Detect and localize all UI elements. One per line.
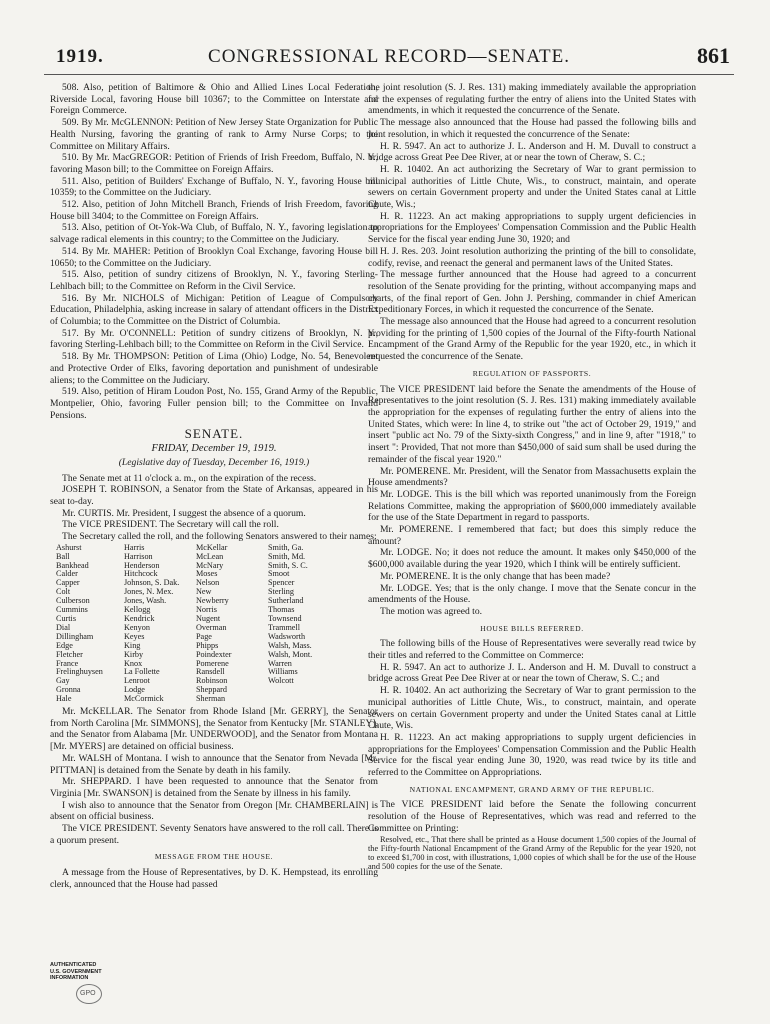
senator-name: Gronna [56,685,81,695]
senator-name: Smith, S. C. [268,560,308,570]
senator-name: Warren [268,658,292,668]
proceedings-paragraph: The Secretary called the roll, and the following Senators answered to their names: [62,531,377,543]
senator-name: Smith, Md. [268,551,306,561]
senator-name: Colt [56,587,71,597]
petition-paragraph: 517. By Mr. O'CONNELL: Petition of sundry citizens of Brooklyn, N. Y., favoring Sterling-Lehlbach bill; to the Committee on Reform in the Civil Service. [50,327,378,351]
header-page-number: 861 [697,43,730,68]
senator-name: Dillingham [56,631,94,641]
proceedings-paragraph: Mr. POMERENE. Mr. President, will the Senator from Massachusetts explain the House amendments? [368,465,696,489]
resolution-text: Resolved, etc., That there shall be printed as a House document 1,500 copies of the Journal of the Fifty-fourth National Encampment of the Grand Army of the Republic for the year 1920, not to exceed $1,700 in cost, with illustrations, 1,000 copies of which shall be for the use of the House and 500 copies for the use of the Senate. [368,834,696,872]
proceedings-paragraph: The message also announced that the House had agreed to a concurrent resolution providing for the printing of 1,500 copies of the Journal of the Fifty-fourth National Encampment of the Grand Army of the Republic for the year 1920, etc., in which it requested the concurrence of the Senate. [368,316,696,363]
proceedings-paragraph: Mr. POMERENE. It is the only change that has been made? [380,570,611,582]
senator-name: Ransdell [196,667,225,677]
proceedings-paragraph: Mr. CURTIS. Mr. President, I suggest the absence of a quorum. [62,507,306,519]
senator-name: Walsh, Mass. [268,640,312,650]
senator-name: Lenroot [124,676,150,686]
proceedings-paragraph: The motion was agreed to. [380,605,483,617]
passports-heading: REGULATION OF PASSPORTS. [472,368,592,378]
senator-name: Wadsworth [268,631,306,641]
senator-name: Walsh, Mont. [268,649,313,659]
senator-name: Kenyon [124,622,150,632]
session-dateline: FRIDAY, December 19, 1919. [151,443,277,455]
right-column [368,82,696,872]
senator-name: Thomas [268,605,295,615]
seal-line: U.S. GOVERNMENT [50,968,102,975]
petition-paragraph: 512. Also, petition of John Mitchell Branch, Friends of Irish Freedom, favoring House bill 3404; to the Committee on Foreign Affairs. [50,199,378,222]
proceedings-paragraph: Mr. McKELLAR. The Senator from Rhode Island [Mr. GERRY], the Senator from North Carolina [Mr. SIMMONS], the Senator from Kentucky [Mr. STANLEY], and the Senator from Alabama [Mr. UNDERWOOD], and the Senator from Montana [Mr. MYERS] are detained on official business. [50,706,378,753]
senator-name: Lodge [124,685,145,695]
left-column [50,82,378,891]
senator-name: McCormick [124,694,164,704]
petition-paragraph: 509. By Mr. McGLENNON: Petition of New Jersey State Organization for Public Health Nursing, favoring the granting of rank to Army Nurse Corps; to the Committee on Military Affairs. [50,117,378,152]
senator-name: Harrison [124,551,153,561]
senator-name: Ball [56,551,70,561]
senator-name: Wolcott [268,676,294,686]
senator-name: McNary [196,560,224,570]
senator-name: Harris [124,542,145,552]
senator-name: Sutherland [268,596,304,606]
proceedings-paragraph: The VICE PRESIDENT laid before the Senate the following concurrent resolution of the House of Representatives, which was read and referred to the Committee on Printing: [368,799,696,834]
senator-name: Capper [56,578,80,588]
senator-name: Trammell [268,622,300,632]
proceedings-paragraph: Mr. LODGE. No; it does not reduce the amount. It makes only $450,000 of the $600,000 available during the year 1920, which I think will be entirely sufficient. [368,547,696,571]
seal-line: AUTHENTICATED [50,962,97,968]
senator-name: Smoot [268,569,290,579]
proceedings-paragraph: The Senate met at 11 o'clock a. m., on the expiration of the recess. [62,472,317,484]
senator-name: Cummins [56,605,88,615]
senator-name: Smith, Ga. [268,542,304,552]
senator-name: Culberson [56,596,90,606]
proceedings-paragraph: The message also announced that the House had passed the following bills and joint resolution, in which it requested the concurrence of the Senate: [368,117,696,140]
proceedings-paragraph: H. J. Res. 203. Joint resolution authorizing the printing of the bill to consolidate, codify, revise, and reenact the general and permanent laws of the United States. [368,245,696,269]
senator-name: New [196,587,212,597]
senator-name: Frelinghuysen [56,667,103,677]
legislative-day: (Legislative day of Tuesday, December 16, 1919.) [118,456,310,468]
proceedings-paragraph: Mr. LODGE. This is the bill which was reported unanimously from the Foreign Relations Committee, making the appropriation of $600,000 immediately available for the use of the State Department in regard to passports. [368,488,696,524]
petition-paragraph: 519. Also, petition of Hiram Loudon Post, No. 155, Grand Army of the Republic, Montpelier, Ohio, favoring Fuller pension bill; to the Committee on Invalid Pensions. [50,386,378,421]
senator-name: Sherman [196,694,226,704]
proceedings-paragraph: H. R. 11223. An act making appropriations to supply urgent deficiencies in appropriations for the Employees' Compensation Commission and the Public Health Service for the fiscal year ending June 30, 1920; and [368,210,696,246]
senator-name: Pomerene [196,658,229,668]
petition-paragraph: 511. Also, petition of Builders' Exchange of Buffalo, N. Y., favoring House bill 10359; to the Committee on the Judiciary. [50,175,378,199]
senator-name: Jones, Wash. [124,596,167,606]
proceedings-paragraph: The message further announced that the House had agreed to a concurrent resolution of the Senate providing for the printing, without accompanying maps and charts, of the final report of Gen. John J. Pershing, commander in chief American Expeditionary Forces, in which it requested the concurrence of the Senate. [368,269,696,316]
senator-name: Fletcher [56,649,83,659]
seal-line: INFORMATION [50,975,89,981]
senator-name: Bankhead [56,560,89,570]
senator-name: Robinson [196,676,228,686]
proceedings-paragraph: The VICE PRESIDENT laid before the Senate the amendments of the House of Representatives to the joint resolution (S. J. Res. 131) making immediately available the appropriation for the expenses of regulating further the entry of aliens into the United States, which were: In line 4, to strike out "the act of October 29, 1919," and insert "public act No. 79 of the Sixty-sixth Congress," and in line 9, after "1918," to insert ": Provided, That not more than $450,000 of said sum shall be used during the remainder of the fiscal year 1920." [368,383,696,465]
senator-name: Williams [268,667,298,677]
senator-name: Nugent [196,613,221,623]
gpo-authentication-seal [50,962,120,1006]
senator-name: Norris [196,605,217,615]
proceedings-paragraph: The following bills of the House of Representatives were severally read twice by their titles and referred to the Committee on Commerce: [368,638,696,662]
proceedings-paragraph: H. R. 10402. An act authorizing the Secretary of War to grant permission to municipal authorities of Little Chute, Wis., to construct, maintain, and operate sewers on certain Government property and under the United States canal at Little Chute, Wis.; [368,163,696,211]
senator-name: Keyes [124,631,145,641]
senator-name: Dial [56,622,71,632]
senator-name: Knox [124,658,143,668]
senator-name: Spencer [268,578,295,588]
senator-name: Jones, N. Mex. [124,587,174,597]
proceedings-paragraph: Mr. SHEPPARD. I have been requested to announce that the Senator from Virginia [Mr. SWANSON] is detained from the Senate by illness in his family. [50,776,378,799]
proceedings-paragraph: Mr. WALSH of Montana. I wish to announce that the Senator from Nevada [Mr. PITTMAN] is detained from the Senate by death in his family. [50,752,378,776]
senator-name: Sterling [268,587,294,597]
senator-name: Kellogg [124,605,151,615]
seal-mark: GPO [80,990,96,997]
senator-name: Curtis [56,613,77,623]
roll-call-list [56,544,378,704]
proceedings-paragraph: The VICE PRESIDENT. Seventy Senators have answered to the roll call. There is a quorum present. [50,823,378,846]
senator-name: Sheppard [196,685,227,695]
senator-name: Townsend [268,613,302,623]
message-heading: MESSAGE FROM THE HOUSE. [154,852,274,862]
page-header [44,40,734,75]
petition-paragraph: 508. Also, petition of Baltimore & Ohio and Allied Lines Local Federation, Riverside Local, favoring House bill 10367; to the Committee on Interstate and Foreign Commerce. [50,82,378,117]
message-paragraph: A message from the House of Representatives, by D. K. Hempstead, its enrolling clerk, announced that the House had passed [50,867,378,890]
proceedings-paragraph: H. R. 10402. An act authorizing the Secretary of War to grant permission to the municipal authorities of Little Chute, Wis., to construct, maintain, and operate sewers on certain Government property and under the United States canal at Little Chute, Wis. [368,685,696,732]
senator-name: Hale [56,694,72,704]
proceedings-paragraph: The VICE PRESIDENT. The Secretary will call the roll. [62,519,279,531]
senator-name: McLean [196,551,224,561]
senator-name: Henderson [124,560,160,570]
senator-name: Nelson [196,578,220,588]
senator-name: Hitchcock [124,569,158,579]
senator-name: King [124,640,141,650]
encampment-heading: NATIONAL ENCAMPMENT, GRAND ARMY OF THE REPUBLIC. [409,784,655,794]
senator-name: Poindexter [196,649,232,659]
senator-name: Calder [56,569,78,579]
senator-name: McKellar [196,542,228,552]
senator-name: Kirby [124,649,144,659]
proceedings-paragraph: I wish also to announce that the Senator from Oregon [Mr. CHAMBERLAIN] is absent on official business. [50,799,378,823]
proceedings-paragraph: Mr. LODGE. Yes; that is the only change. I move that the Senate concur in the amendments of the House. [368,582,696,606]
senator-name: Phipps [196,640,219,650]
senator-name: Page [196,631,212,641]
senator-name: Kendrick [124,613,155,623]
senator-name: Johnson, S. Dak. [124,578,180,588]
senator-name [268,695,348,704]
proceedings-paragraph: H. R. 5947. An act to authorize J. L. Anderson and H. M. Duvall to construct a bridge across Great Pee Dee River at or near the town of Cheraw, S. C.; and [368,661,696,685]
house-bills-heading: HOUSE BILLS REFERRED. [480,623,584,633]
header-title: CONGRESSIONAL RECORD—SENATE. [208,46,570,67]
petition-paragraph: 513. Also, petition of Ot-Yok-Wa Club, of Buffalo, N. Y., favoring legislation to salvage radical elements in this country; to the Committee on the Judiciary. [50,222,378,246]
senator-name: La Follette [124,667,160,677]
senate-heading: SENATE. [184,426,244,442]
senator-name: Moses [196,569,218,579]
senator-name: Gay [56,676,70,686]
senator-name [268,686,348,695]
senator-name: Edge [56,640,73,650]
proceedings-paragraph: Mr. POMERENE. I remembered that fact; but does this simply reduce the amount? [368,524,696,547]
senator-name: Overman [196,622,227,632]
petition-paragraph: 515. Also, petition of sundry citizens of Brooklyn, N. Y., favoring Sterling-Lehlbach bill; to the Committee on Reform in the Civil Service. [50,269,378,292]
senator-name: Newberry [196,596,229,606]
senator-name: Ashurst [56,542,82,552]
proceedings-paragraph: JOSEPH T. ROBINSON, a Senator from the State of Arkansas, appeared in his seat to-day. [50,484,378,507]
proceedings-paragraph: the joint resolution (S. J. Res. 131) making immediately available the appropriation for the expenses of regulating further the entry of aliens into the United States with amendments, in which it requested the concurrence of the Senate. [368,82,696,117]
petition-paragraph: 518. By Mr. THOMPSON: Petition of Lima (Ohio) Lodge, No. 54, Benevolent and Protective Order of Elks, favoring deportation and punishment of undesirable aliens; to the Committee on the Judiciary. [50,351,378,386]
petition-paragraph: 516. By Mr. NICHOLS of Michigan: Petition of League of Compulsory Education, Philadelphia, asking increase in salary of attendant officers in the District of Columbia; to the Committee on the District of Columbia. [50,292,378,328]
proceedings-paragraph: H. R. 5947. An act to authorize J. L. Anderson and H. M. Duvall to construct a bridge across Great Pee Dee River, at or near the town of Cheraw, S. C.; [368,140,696,164]
senator-name: France [56,658,79,668]
petition-paragraph: 514. By Mr. MAHER: Petition of Brooklyn Coal Exchange, favoring House bill 10650; to the Committee on the Judiciary. [50,245,378,269]
proceedings-paragraph: H. R. 11223. An act making appropriations to supply urgent deficiencies in appropriations for the Employees' Compensation Commission and the Public Health Service for the fiscal year ending June 30, 1920, was read twice by its title and referred to the Committee on Appropriations. [368,731,696,779]
header-year: 1919. [56,46,104,67]
petition-paragraph: 510. By Mr. MacGREGOR: Petition of Friends of Irish Freedom, Buffalo, N. Y., favoring Mason bill; to the Committee on Foreign Affairs. [50,152,378,175]
